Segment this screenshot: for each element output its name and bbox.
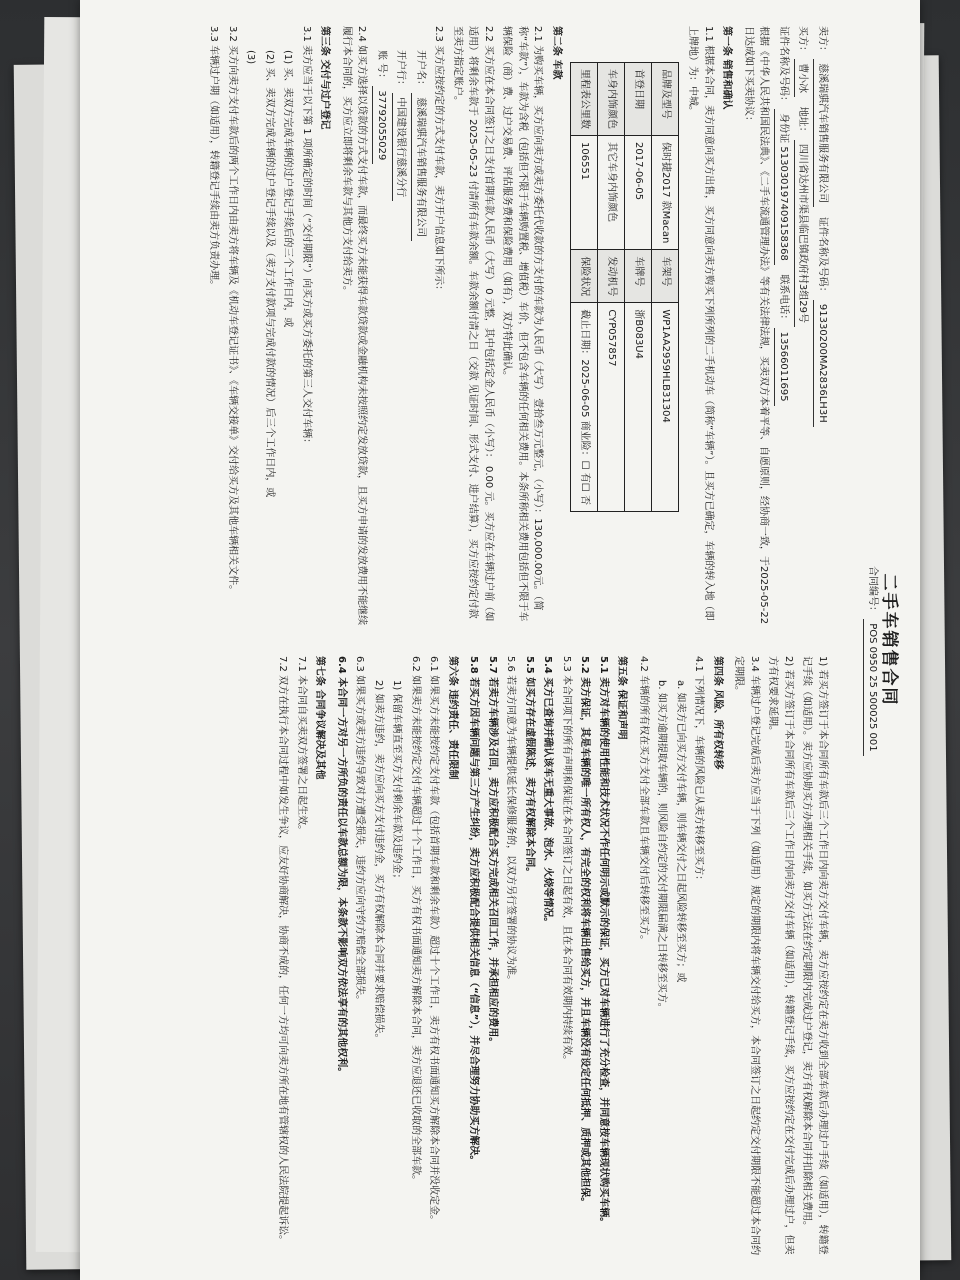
clause-2-3: 2.3 买方应按约定的方式支付车款，卖方开户信息如下所示： xyxy=(433,26,445,296)
table-row xyxy=(625,63,652,512)
buyer-phone: 13566011695 xyxy=(775,328,792,406)
buyer-name: 曹小冰 xyxy=(794,59,811,97)
clause-6-2: 6.2 如果卖方未能按约定交付车辆超过十个工作日，买方有权书面通知卖方解除本合同，卖方应退还已收取的全部车款。 xyxy=(410,656,421,1186)
clause-4-1: 4.1 下列情况下，车辆的风险已从卖方转移至买方： xyxy=(693,656,705,886)
contract-sheet xyxy=(80,0,920,1280)
account-bank-line xyxy=(392,50,409,626)
table-cell: 106551 xyxy=(571,136,598,250)
preamble: 根据《中华人民共和国民法典》、《二手车流通管理办法》等有关法律法规，买卖双方本着平等、自愿原则，经协商一致，于2025-05-22日达成如下买卖协议： xyxy=(743,26,770,625)
clause-5-3: 5.3 本合同项下的所有声明和保证在本合同签订之日起有效，且在本合同有效期内持续有效。 xyxy=(561,656,572,1066)
buyer-id-label: 证件名称及号码： xyxy=(778,26,789,106)
table-row xyxy=(571,63,598,512)
contract-title: 二手车销售合同 xyxy=(879,573,899,707)
clause-5-7: 5.7 若卖方车辆涉及召回，卖方应积极配合买方完成相关召回工作，并承担相应的费用。 xyxy=(487,656,498,1048)
clause-6-3: 6.3 如果买方或卖方违约导致对方遭受损失，违约方应向守约方赔偿全部损失。 xyxy=(354,656,366,1006)
seller-name: 慈溪瑞骐汽车销售服务有限公司 xyxy=(814,59,831,207)
table-cell: 截止日期：2025-06-05 商业险：☐ 有☐ 否 xyxy=(571,303,598,512)
table-cell: 车身内饰颜色 xyxy=(598,63,625,136)
clause-5-4: 5.4 买方已查询并确认该车无重大事故、泡水、火烧等情况。 xyxy=(542,656,554,928)
seller-id-label: 证件名称及号码： xyxy=(817,216,828,297)
seller-label: 卖方： xyxy=(817,26,828,56)
account-number-label: 账 号： xyxy=(376,50,387,84)
contract-number: POS 0950 25 500025 001 xyxy=(864,619,881,755)
buyer-address: 四川省达州市渠县临巴镇政府村3组29号 xyxy=(794,140,811,327)
table-cell: 其它车身内饰颜色 xyxy=(598,136,625,250)
table-cell: 车牌号 xyxy=(625,250,652,303)
clause-3-1-b: (2) 买、卖双方完成车辆的过户登记手续以及（卖方支付款项与完成付款的情况）后三个工作日内，或 xyxy=(264,50,275,498)
clause-4-1-b: b. 如买方逾期提取车辆的，则风险自约定的交付期限届满之日转移至买方。 xyxy=(656,680,668,1013)
clause-6-1: 6.1 如果买方未能按约定支付车款（包括首期车款和剩余车款）超过十个工作日，卖方有权书面通知买方解除本合同并没收定金。 xyxy=(428,656,440,1226)
clause-3-1-2: 2) 若买方签订于本合同所有车款后三个工作日内向卖方交付车辆（如适用），转籍登记手续，买方应按约定在交付完成后办理过户，但卖方有权要求延期。 xyxy=(767,656,794,1255)
clause-2-2: 2.2 买方应在本合同签订之日支付首期车款人民币（大写） 0 元整，其中包括定金人民币（小写）： 0.00 元。买方应在车辆过户前（如适用）将剩余车款于 2025-05-23 付清所有车款余额。车款余额付清之日（交款 见证时间、形式支付、进户结算），买方应按约定付款至卖方指定账户。 xyxy=(452,26,494,622)
table-cell: 发动机号 xyxy=(598,250,625,303)
account-bank-label: 开户行： xyxy=(395,50,407,90)
clause-3-2: 3.2 买方向卖方支付车款后的两个工作日内由卖方将车辆及《机动车登记证书》、《车辆交接单》交付给买方及其他车辆相关文件。 xyxy=(227,26,238,596)
contract-number-label: 合同编号： xyxy=(867,566,878,616)
article-2-heading: 第二条 车款 xyxy=(551,26,562,80)
clause-6-2-2: 2) 如卖方违约，卖方应向买方支付违约金，买方有权解除本合同并要求赔偿损失。 xyxy=(373,680,384,1044)
table-cell: 品牌及型号 xyxy=(652,63,679,136)
contract-number-line xyxy=(864,566,881,756)
article-4-heading: 第四条 风险、所有权转移 xyxy=(712,656,723,770)
clause-2-1: 2.1 为购买车辆，买方应向卖方或卖方委托代收款的方支付的车款为人民币（大写） 壹拾叁万元整元，（小写）：130,000.00元。（简称“车款”），车款为含税（包括但不限于车辆购置税、增值税）车价，但不包含车辆的任何相关费用。本条所称相关费用包括但不限于车辆保险（商）费、过户交易费、评估服务费和保险费用（如有），双方特此确认。 xyxy=(501,26,544,622)
clause-4-1-a: a. 如卖方已向买方交付车辆，则车辆交付之日起风险转移至买方；或 xyxy=(675,680,686,983)
clause-3-1-c: (3) xyxy=(245,50,257,65)
account-bank: 中国建设银行慈溪分行 xyxy=(392,93,409,201)
table-cell: 首登日期 xyxy=(625,63,652,136)
article-7-heading: 第七条 合同争议解决及其他 xyxy=(314,656,326,780)
seller-id: 91330200MA2836LH3H xyxy=(814,300,831,427)
clause-3-1-a: (1) 买、卖双方完成车辆的过户登记手续后的三个工作日内，或 xyxy=(282,50,294,328)
account-name-label: 开户名： xyxy=(415,50,426,90)
clause-1-1: 1.1 根据本合同，卖方同意向买方出售，买方同意向卖方购买下列所列的二手机动车（简称“车辆”）。且买方已确定，车辆的转入地（即上牌地）为：中城。 xyxy=(687,26,714,621)
buyer-address-label: 地址： xyxy=(797,106,809,137)
clause-3-3: 3.3 车辆过户期（如适用），转籍登记手续由卖方负责办理。 xyxy=(208,26,220,291)
article-3-heading: 第三条 交付与过户登记 xyxy=(319,26,331,130)
table-cell: 车架号 xyxy=(652,250,679,303)
account-name: 慈溪瑞骐汽车销售服务有限公司 xyxy=(412,93,429,241)
table-row xyxy=(652,63,679,512)
table-cell: 保险状况 xyxy=(571,250,598,303)
seller-line xyxy=(814,26,831,626)
table-row xyxy=(598,63,625,512)
buyer-id-line xyxy=(775,26,792,626)
clause-5-6: 5.6 若卖方同意为车辆提供延长保修服务的，以双方另行签署的协议为准。 xyxy=(505,656,517,986)
article-6-heading: 第六条 违约责任、责任限制 xyxy=(447,656,458,780)
account-number: 37792055029 xyxy=(373,86,390,164)
table-cell: 浙B083U4 xyxy=(625,303,652,512)
table-cell: WP1AA2959HLB31304 xyxy=(652,303,679,512)
left-column xyxy=(203,26,830,626)
clause-4-2: 4.2 车辆的所有权在买方支付全部车款且车辆交付后转移至买方。 xyxy=(638,656,649,946)
right-column xyxy=(272,656,830,1256)
clause-5-2: 5.2 卖方保证，其是车辆的唯一所有权人，有完全的权利将车辆出售给买方，并且车辆没有设定任何抵押、质押或其他担保。 xyxy=(579,656,591,1208)
account-number-line xyxy=(373,50,390,626)
buyer-id: 身份证 513030197409158368 xyxy=(775,109,792,265)
clause-6-2-1: 1) 保留车辆直至买方支付剩余车款及违约金； xyxy=(391,680,403,884)
clause-2-4: 2.4 如买方选择以贷款的方式支付车款，而最终买方未能获得车款贷款或金融机构未按照约定发放贷款，且买方申请的发放费用不能继续履行本合同的，买方应立即将剩余车款与其他方支付给卖方。 xyxy=(341,26,368,626)
contract-page xyxy=(84,6,916,1274)
table-cell: 保时捷2017 款Macan xyxy=(652,136,679,250)
clause-3-1-1: 1) 若买方签订于本合同所有车款后三个工作日内向卖方交付车辆，卖方应按约定在卖方收到全部车款后办理过户手续（如适用），转籍登记手续（如适用）。卖方应协助买方办理相关手续，如买方无法在约定期限内完成过户登记，卖方有权解除本合同并扣除相关费用。 xyxy=(801,656,828,1255)
table-cell: 2017-06-05 xyxy=(625,136,652,250)
buyer-line xyxy=(794,26,811,626)
clause-5-5: 5.5 如买方存在虚假陈述，卖方有权解除本合同。 xyxy=(524,656,535,878)
clause-3-4: 3.4 车辆过户登记完成后卖方应当于下列（如适用）规定的期限内将车辆交付给买方，本合同签订之日起约定交付期限不能超过本合同约定期限。 xyxy=(733,656,760,1256)
clause-7-1: 7.1 本合同自买卖双方签署之日起生效。 xyxy=(296,656,307,836)
article-5-heading: 第五条 保证和声明 xyxy=(616,656,628,740)
clause-5-8: 5.8 若买方因车辆问题与第三方产生纠纷，卖方应积极配合提供相关信息（“信息”），并尽合理努力协助买方解决。 xyxy=(468,656,480,1166)
clause-7-2: 7.2 双方在执行本合同过程中如发生争议，应友好协商解决，协商不成的，任何一方均可向卖方所在地有管辖权的人民法院提起诉讼。 xyxy=(277,656,289,1246)
clause-5-1: 5.1 卖方对车辆的使用性能和技术状况不作任何明示或默示的保证，买方已对车辆进行了充分检查，并同意按车辆现状购买车辆。 xyxy=(598,656,609,1228)
article-1-heading: 第一条 销售和确认 xyxy=(721,26,733,110)
account-name-line xyxy=(412,50,429,626)
clause-6-4: 6.4 本合同一方对另一方所负的责任以车款总额为限，本条款不影响双方依法享有的其他权利。 xyxy=(336,656,347,1078)
table-cell: 里程表公里数 xyxy=(571,63,598,136)
buyer-phone-label: 联系电话： xyxy=(778,274,789,325)
table-cell: CYP057857 xyxy=(598,303,625,512)
vehicle-info-table xyxy=(570,62,679,512)
clause-3-1: 3.1 卖方应当于以下第 1 项所确定的时间（“交付期限”）向买方或买方委托的第三人交付车辆： xyxy=(301,26,312,449)
buyer-label: 买方： xyxy=(797,26,809,56)
